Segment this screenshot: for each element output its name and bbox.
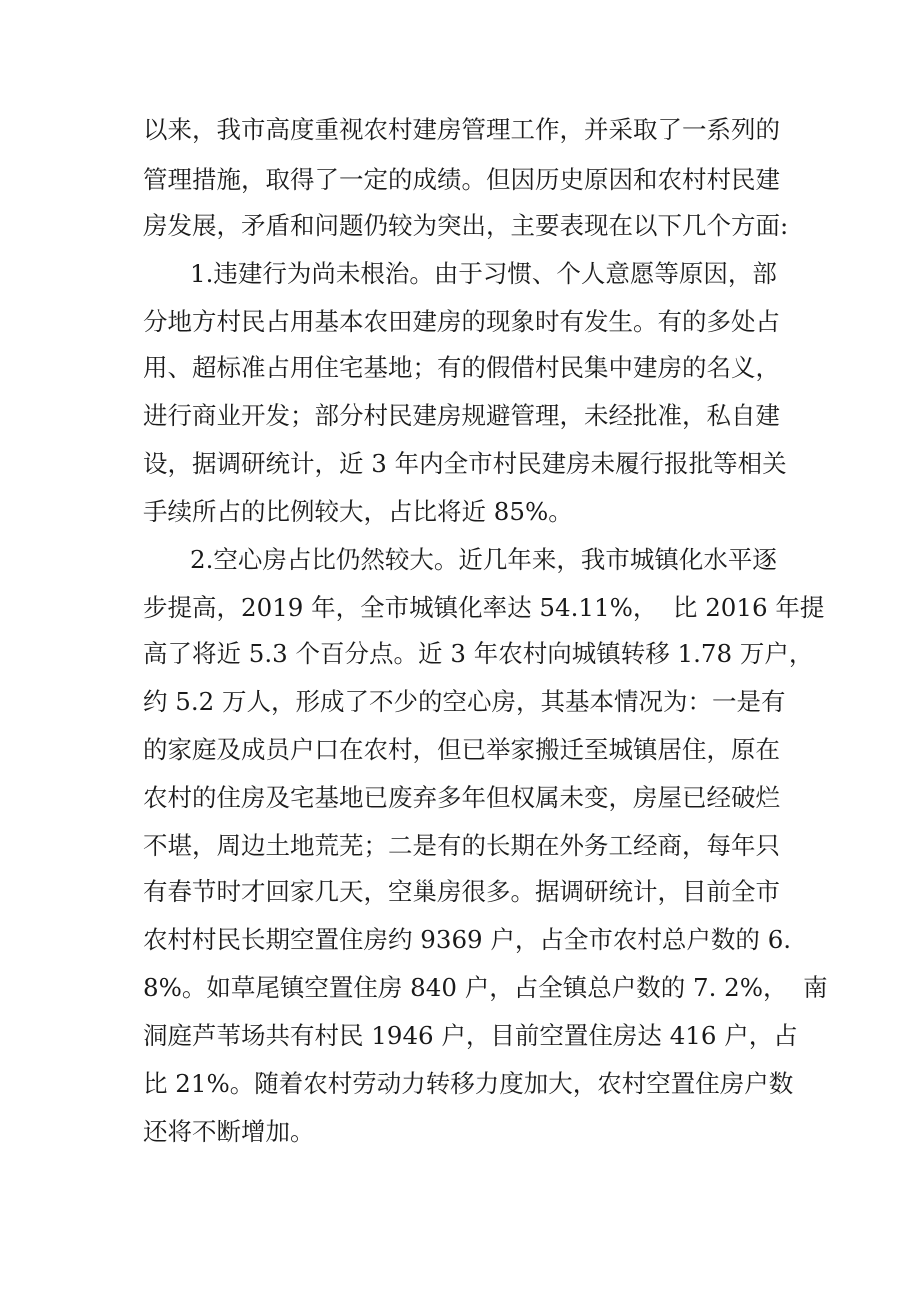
paragraph-line: 房发展，矛盾和问题仍较为突出，主要表现在以下几个方面: xyxy=(143,211,789,240)
paragraph-line: 有春节时才回家几天，空巢房很多。据调研统计，目前全市 xyxy=(143,877,780,906)
paragraph-line: 步提高，2019 年，全市城镇化率达 54.11%， 比 2016 年提 xyxy=(143,593,825,622)
paragraph-line: 2.空心房占比仍然较大。近几年来，我市城镇化水平逐 xyxy=(190,545,777,574)
paragraph-line: 用、超标准占用住宅基地；有的假借村民集中建房的名义， xyxy=(143,353,780,382)
paragraph-line: 还将不断增加。 xyxy=(143,1117,315,1146)
paragraph-line: 进行商业开发；部分村民建房规避管理，未经批准，私自建 xyxy=(143,401,780,430)
paragraph-line: 不堪，周边土地荒芜；二是有的长期在外务工经商，每年只 xyxy=(143,831,780,860)
paragraph-line: 管理措施，取得了一定的成绩。但因历史原因和农村村民建 xyxy=(143,165,780,194)
paragraph-line: 设，据调研统计，近 3 年内全市村民建房未履行报批等相关 xyxy=(143,449,787,478)
paragraph-line: 农村的住房及宅基地已废弃多年但权属未变，房屋已经破烂 xyxy=(143,783,780,812)
paragraph-line: 手续所占的比例较大，占比将近 85%。 xyxy=(143,497,573,526)
paragraph-line: 1.违建行为尚未根治。由于习惯、个人意愿等原因，部 xyxy=(190,259,777,288)
paragraph-line: 农村村民长期空置住房约 9369 户，占全市农村总户数的 6. xyxy=(143,925,792,954)
paragraph-line: 高了将近 5.3 个百分点。近 3 年农村向城镇转移 1.78 万户， xyxy=(143,639,814,668)
paragraph-line: 以来，我市高度重视农村建房管理工作，并采取了一系列的 xyxy=(143,115,780,144)
paragraph-line: 8%。如草尾镇空置住房 840 户，占全镇总户数的 7. 2%， 南 xyxy=(143,973,828,1002)
paragraph-line: 的家庭及成员户口在农村，但已举家搬迁至城镇居住，原在 xyxy=(143,735,780,764)
paragraph-line: 约 5.2 万人，形成了不少的空心房，其基本情况为：一是有 xyxy=(143,687,786,716)
paragraph-line: 分地方村民占用基本农田建房的现象时有发生。有的多处占 xyxy=(143,307,780,336)
paragraph-line: 比 21%。随着农村劳动力转移力度加大，农村空置住房户数 xyxy=(143,1069,794,1098)
paragraph-line: 洞庭芦苇场共有村民 1946 户，目前空置住房达 416 户，占 xyxy=(143,1021,798,1050)
